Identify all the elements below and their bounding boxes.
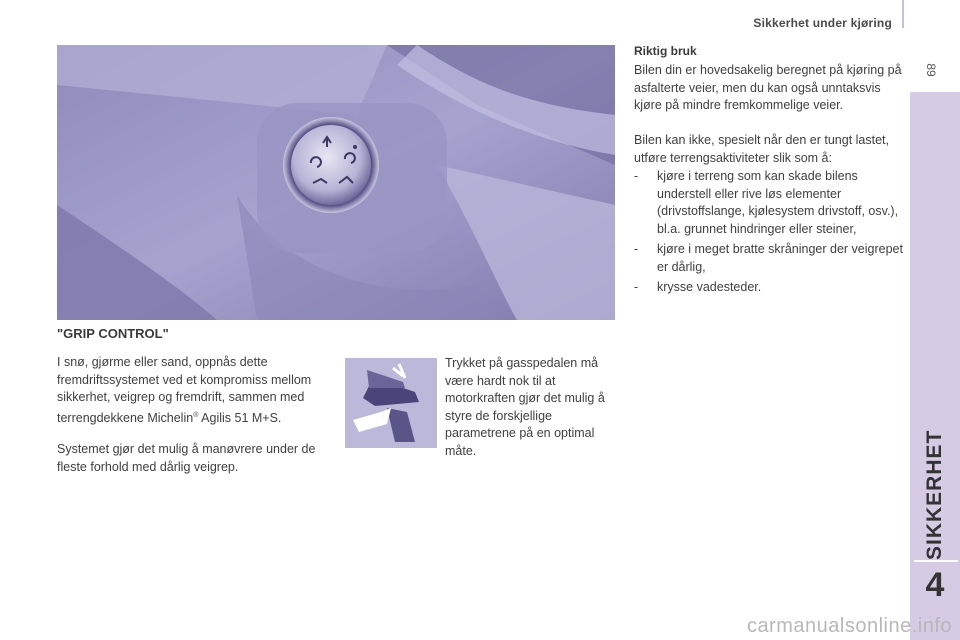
riktig-bruk-heading: Riktig bruk	[634, 44, 697, 58]
registered-mark: ®	[193, 411, 199, 419]
restriction-list	[634, 168, 904, 300]
riktig-bruk-paragraph-2: Bilen kan ikke, spesielt når den er tungt lastet, utføre terrengsaktiviteter slik som å:	[634, 133, 890, 165]
list-item: - kjøre i terreng som kan skade bilens understell eller rive løs elementer (drivstoffslange, kjølesystem drivstoff, osv.), bl.a. grunnet hindringer eller steiner,	[634, 169, 899, 236]
grip-control-paragraph-2: Systemet gjør det mulig å manøvrere under de fleste forhold med dårlig veigrep.	[57, 442, 316, 474]
list-item: - krysse vadesteder.	[634, 280, 762, 294]
list-item: - kjøre i meget bratte skråninger der veigrepet er dårlig,	[634, 242, 903, 274]
running-header: Sikkerhet under kjøring	[753, 16, 892, 30]
grip-control-paragraph: I snø, gjørme eller sand, oppnås dette fremdriftssystemet ved et kompromiss mellom sikkerhet, veigrep og fremdrift, sammen med terrengdekkene Michelin® Agilis 51 M+S.	[57, 355, 312, 425]
watermark: carmanualsonline.info	[746, 615, 952, 637]
section-heading: "GRIP CONTROL"	[57, 326, 169, 341]
grip-control-dial-photo	[57, 45, 615, 320]
section-label: SIKKERHET	[923, 429, 946, 560]
pedal-press-icon	[345, 358, 437, 448]
riktig-bruk-paragraph: Bilen din er hovedsakelig beregnet på kjøring på asfalterte veier, men du kan også unntaksvis kjøre på mindre fremkommelige veier.	[634, 63, 902, 112]
chapter-number: 4	[925, 566, 945, 604]
pedal-note: Trykket på gasspedalen må være hardt nok til at motorkraften gjør det mulig å styre de forskjellige parametrene på en optimal måte.	[445, 356, 605, 458]
header-rule	[902, 0, 904, 28]
page-number: 89	[924, 63, 938, 77]
sidebar-divider	[914, 560, 958, 562]
